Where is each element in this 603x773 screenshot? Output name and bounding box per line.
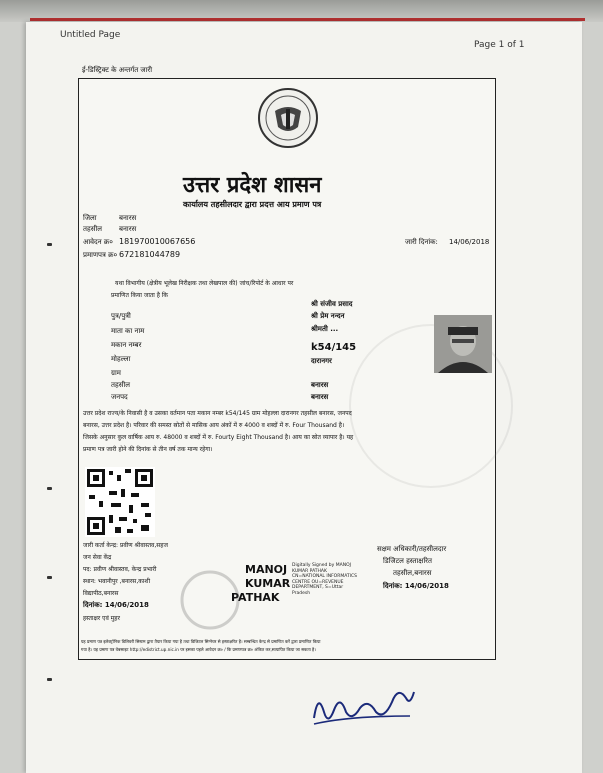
body-line: प्रमाण पत्र जारी होने की दिनांक से तीन वर्ष तक मान्य रहेगा। <box>83 446 213 453</box>
detail-value: श्री प्रेम नन्दन <box>311 312 345 320</box>
detail-label: पुत्र/पुत्री <box>111 312 131 320</box>
detail-label: मकान नम्बर <box>111 341 142 349</box>
punch-hole <box>47 678 52 681</box>
digital-sign-name: PATHAK <box>231 591 280 604</box>
edistrict-note: ई-डिस्ट्रिक्ट के अन्तर्गत जारी <box>82 66 153 74</box>
authority-line: डिजिटल हस्ताक्षरित <box>383 557 432 565</box>
handwritten-signature <box>310 672 420 732</box>
detail-label: तहसील <box>111 381 130 389</box>
punch-hole <box>47 576 52 579</box>
detail-value: बनारस <box>311 393 329 401</box>
detail-label: मोहल्ला <box>111 355 131 363</box>
issuer-line: विद्यापीठ,बनारस <box>83 590 119 597</box>
digital-sign-name: KUMAR <box>245 577 291 590</box>
field-value: बनारस <box>119 214 137 222</box>
field-label: तहसील <box>83 225 102 233</box>
field-label: प्रमाणपत्र क्र० <box>83 251 118 259</box>
qr-code <box>85 467 155 537</box>
digital-sign-note: Digitally Signed by MANOJ KUMAR PATHAK CN=NATIONAL INFORMATICS CENTRE OU=REVENUE DEPARTMENT, S=Uttar Pradesh <box>292 563 358 596</box>
house-number: k54/145 <box>311 342 357 353</box>
authority-date: दिनांक: 14/06/2018 <box>383 582 449 590</box>
issuer-line: जारी कर्ता केन्द्र: प्रवीण श्रीवास्तव,सहज <box>83 542 168 549</box>
issuer-date: दिनांक: 14/06/2018 <box>83 601 149 609</box>
field-value: बनारस <box>119 225 137 233</box>
applicant-photo <box>434 315 492 373</box>
detail-label: जनपद <box>111 393 128 401</box>
issuer-line: स्थान: भवानीपुर ,बनारस,काशी <box>83 578 151 585</box>
detail-label: माता का नाम <box>111 327 145 335</box>
body-line: जिसके अनुसार कुल वार्षिक आय रु. 48000 व शब्दों में रु. Fourty Eight Thousand है। आय का स्रोत व्यापार है। यह <box>83 434 354 441</box>
certificate-number: 672181044789 <box>119 250 181 259</box>
application-number: 181970010067656 <box>119 237 196 246</box>
issuer-sign-label: हस्ताक्षर एवं मुहर <box>83 615 120 622</box>
detail-value: बनारस <box>311 381 329 389</box>
issuer-line: जन सेवा केंद्र <box>83 554 112 561</box>
certificate-title: उत्तर प्रदेश शासन <box>183 172 322 198</box>
authority-line: सक्षम अधिकारी/तहसीलदार <box>377 545 447 553</box>
field-label: आवेदन क्र० <box>83 238 113 246</box>
body-line: बनारस, उत्तर प्रदेश है। परिवार की समस्त स्रोतों से मासिक आय अंकों में रु 4000 व शब्दों में रु. Four Thousand है। <box>83 422 345 429</box>
page-header-left: Untitled Page <box>60 30 121 40</box>
income-certificate <box>78 78 496 660</box>
field-label: जिला <box>83 214 97 222</box>
punch-hole <box>47 243 52 246</box>
digital-sign-name: MANOJ <box>245 563 288 576</box>
authority-line: तहसील,बनारस <box>393 569 432 577</box>
certificate-subtitle: कार्यालय तहसीलदार द्वारा प्रदत्त आय प्रमाण पत्र <box>183 200 322 209</box>
page-header-right: Page 1 of 1 <box>474 40 525 50</box>
footer-note: यह प्रमाण पत्र इलेक्ट्रॉनिक डिलिवरी सिस्टम द्वारा तैयार किया गया है तथा डिजिटल सिग्नेचर से हस्ताक्षरित है। सम्बन्धित केन्द्र से प्रमाणित करें द्वारा प्रमाणित किया <box>81 639 321 644</box>
detail-value: श्रीमती ... <box>311 325 339 333</box>
issue-date: 14/06/2018 <box>449 238 490 246</box>
issue-date-label: जारी दिनांक: <box>405 238 438 246</box>
body-line: उत्तर प्रदेश राज्य/के निवासी है व उसका वर्तमान पता मकान नम्बर k54/145 ग्राम मोहल्ला दारानगर तहसील बनारस, जनपद <box>83 410 352 417</box>
applicant-name: श्री संजीव प्रसाद <box>311 300 353 308</box>
faded-seal-icon <box>175 569 245 631</box>
detail-label: ग्राम <box>111 369 121 377</box>
intro-line: प्रमाणित किया जाता है कि <box>111 292 169 299</box>
detail-value: दारानगर <box>311 357 332 365</box>
issuer-line: पद: प्रवीण श्रीवास्तव, केन्द्र प्रभारी <box>83 566 157 573</box>
intro-line: यथा विभागीय (क्षेत्रीय भूलेख निरीक्षक तथा लेखपाल की) जांच/रिपोर्ट के आधार पर <box>115 280 294 287</box>
up-emblem-icon <box>257 87 319 149</box>
punch-hole <box>47 487 52 490</box>
red-divider <box>30 18 585 21</box>
footer-note: गया है। यह प्रमाण पत्र वेबसाइट http://edistrict.up.nic.in पर इसका पहले आवेदन क्र० / कि प्रमाणपत्र क्र० अंकित कर,सत्यापित किया जा सकता है। <box>81 647 316 652</box>
